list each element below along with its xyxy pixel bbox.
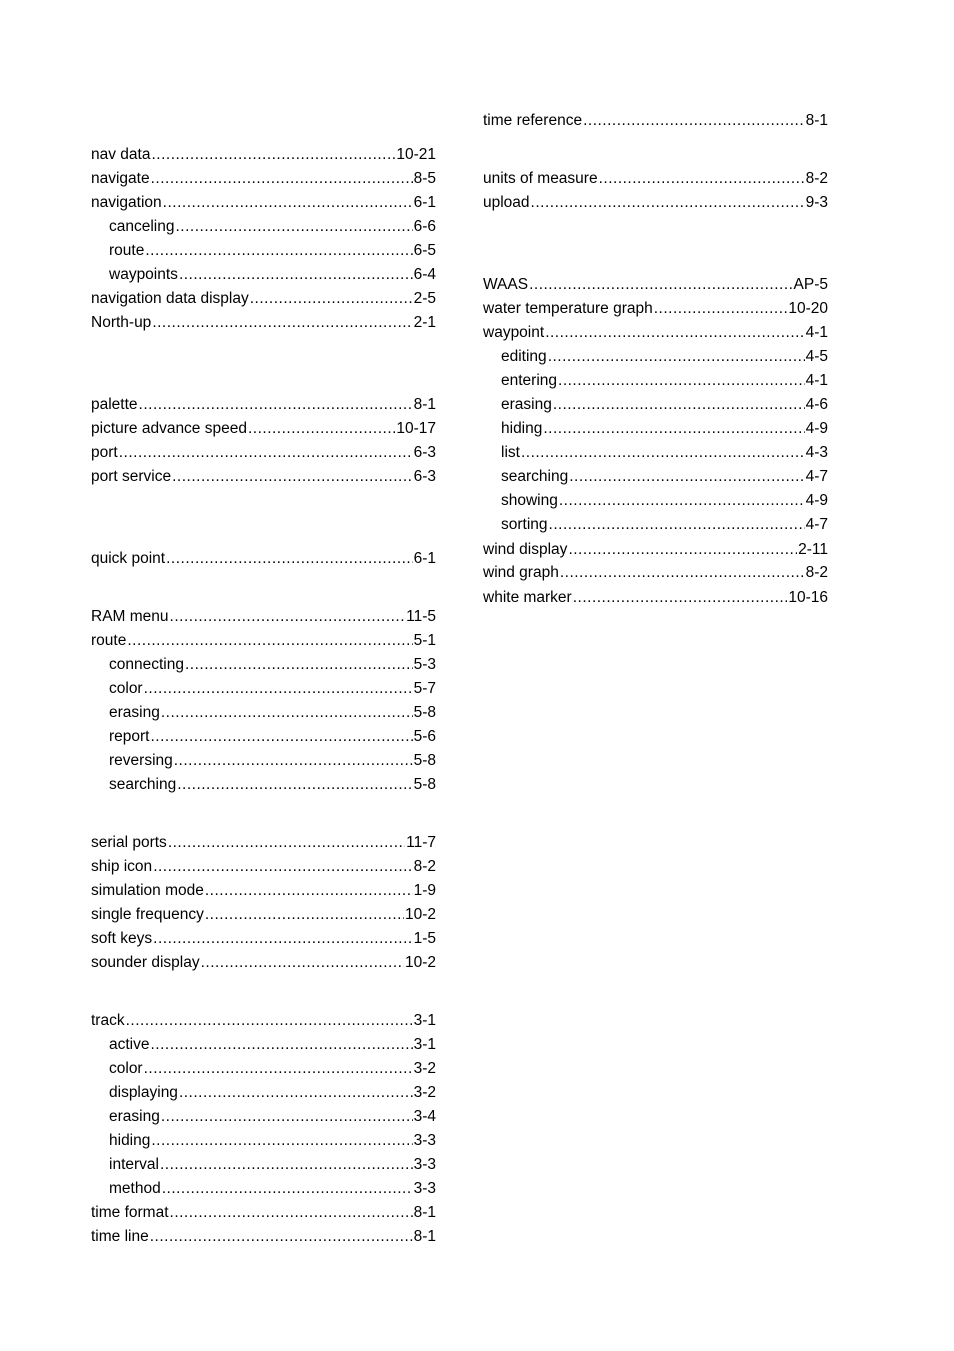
index-term: sorting	[501, 516, 548, 533]
index-page-number: 4-6	[805, 396, 828, 413]
index-subentry	[483, 419, 828, 439]
index-entry	[483, 563, 828, 583]
dot-leader	[162, 1179, 413, 1199]
dot-leader	[529, 275, 792, 295]
dot-leader	[248, 419, 395, 439]
dot-leader	[176, 217, 413, 237]
index-subentry	[483, 515, 828, 535]
index-page-number: 3-3	[413, 1132, 436, 1149]
dot-leader	[150, 1227, 413, 1247]
dot-leader	[152, 313, 412, 333]
index-entry	[483, 540, 828, 560]
index-subentry	[91, 241, 436, 261]
index-entry	[91, 145, 436, 165]
index-entry	[483, 275, 828, 295]
index-entry	[91, 857, 436, 877]
index-page-number: 1-9	[413, 882, 436, 899]
index-page-number: 4-1	[805, 372, 828, 389]
index-entry	[91, 631, 436, 651]
index-page-number: 4-9	[805, 420, 828, 437]
dot-leader	[151, 1131, 412, 1151]
index-page-number: 8-2	[805, 170, 828, 187]
index-subentry	[91, 703, 436, 723]
index-term: navigate	[91, 170, 150, 187]
index-page-number: 3-3	[413, 1156, 436, 1173]
index-page-number: 6-6	[413, 218, 436, 235]
index-term: time reference	[483, 112, 583, 129]
index-term: single frequency	[91, 906, 204, 923]
index-entry	[91, 607, 436, 627]
index-page-number: 10-21	[396, 146, 436, 163]
index-term: route	[109, 242, 145, 259]
index-subentry	[483, 347, 828, 367]
index-entry	[91, 169, 436, 189]
index-page-number: 2-5	[413, 290, 436, 307]
index-term: waypoint	[483, 324, 545, 341]
dot-leader	[205, 881, 413, 901]
index-entry	[91, 193, 436, 213]
index-subentry	[91, 655, 436, 675]
index-term: sounder display	[91, 954, 200, 971]
dot-leader	[179, 265, 413, 285]
index-term: color	[109, 680, 143, 697]
index-subentry	[483, 371, 828, 391]
dot-leader	[569, 467, 804, 487]
dot-leader	[144, 679, 413, 699]
index-term: WAAS	[483, 276, 529, 293]
index-term: reversing	[109, 752, 173, 769]
index-term: port service	[91, 468, 172, 485]
index-entry	[483, 299, 828, 319]
dot-leader	[549, 515, 805, 535]
index-subentry	[483, 443, 828, 463]
index-page-number: 6-3	[413, 468, 436, 485]
index-entry	[91, 905, 436, 925]
dot-leader	[172, 467, 412, 487]
dot-leader	[560, 563, 805, 583]
index-page-number: 5-1	[413, 632, 436, 649]
index-page-number: 5-3	[413, 656, 436, 673]
index-entry	[91, 1011, 436, 1031]
index-term: erasing	[109, 1108, 160, 1125]
dot-leader	[170, 1203, 413, 1223]
index-term: picture advance speed	[91, 420, 247, 437]
index-page-number: 5-8	[413, 776, 436, 793]
index-page-number: 8-1	[413, 1204, 436, 1221]
index-term: simulation mode	[91, 882, 204, 899]
dot-leader	[160, 1155, 413, 1175]
index-page-number: 8-1	[413, 396, 436, 413]
index-term: method	[109, 1180, 161, 1197]
index-page-number: 8-2	[413, 858, 436, 875]
index-page-number: 3-1	[413, 1036, 436, 1053]
index-page-number: 3-2	[413, 1084, 436, 1101]
index-term: wind display	[483, 541, 568, 558]
index-term: track	[91, 1012, 125, 1029]
dot-leader	[151, 1035, 413, 1055]
index-page-number: 2-1	[413, 314, 436, 331]
index-subentry	[91, 775, 436, 795]
dot-leader	[559, 491, 805, 511]
index-entry	[91, 467, 436, 487]
dot-leader	[185, 655, 413, 675]
index-term: displaying	[109, 1084, 178, 1101]
index-page-number: 10-2	[404, 906, 436, 923]
index-page-number: 1-5	[413, 930, 436, 947]
index-term: searching	[501, 468, 569, 485]
index-term: serial ports	[91, 834, 167, 851]
index-entry	[483, 193, 828, 213]
index-term: ship icon	[91, 858, 153, 875]
dot-leader	[583, 111, 805, 131]
dot-leader	[145, 241, 412, 261]
dot-leader	[250, 289, 413, 309]
index-page-number: 2-11	[798, 541, 828, 558]
index-page-number: 5-7	[413, 680, 436, 697]
index-subentry	[91, 217, 436, 237]
index-page-number: AP-5	[793, 276, 828, 293]
dot-leader	[166, 549, 412, 569]
index-entry	[91, 419, 436, 439]
index-term: wind graph	[483, 564, 559, 581]
index-entry	[91, 833, 436, 853]
dot-leader	[599, 169, 805, 189]
index-entry	[483, 588, 828, 608]
index-term: searching	[109, 776, 177, 793]
index-page-number: 3-1	[413, 1012, 436, 1029]
index-term: soft keys	[91, 930, 153, 947]
index-page-number: 6-1	[413, 194, 436, 211]
dot-leader	[201, 953, 404, 973]
index-page-number: 8-2	[805, 564, 828, 581]
dot-leader	[573, 588, 788, 608]
index-term: water temperature graph	[483, 300, 653, 317]
dot-leader	[179, 1083, 413, 1103]
index-entry	[91, 929, 436, 949]
index-term: editing	[501, 348, 547, 365]
index-entry	[483, 323, 828, 343]
dot-leader	[139, 395, 413, 415]
index-page-number: 6-4	[413, 266, 436, 283]
index-subentry	[91, 1179, 436, 1199]
index-entry	[91, 1203, 436, 1223]
dot-leader	[161, 1107, 413, 1127]
index-page-number: 4-5	[805, 348, 828, 365]
index-subentry	[91, 727, 436, 747]
index-page-number: 4-7	[805, 516, 828, 533]
index-subentry	[91, 1155, 436, 1175]
index-term: time line	[91, 1228, 149, 1245]
index-page-number: 11-7	[406, 834, 436, 851]
index-term: color	[109, 1060, 143, 1077]
index-term: showing	[501, 492, 558, 509]
index-term: erasing	[501, 396, 552, 413]
index-term: interval	[109, 1156, 159, 1173]
index-term: hiding	[109, 1132, 151, 1149]
index-page-number: 6-3	[413, 444, 436, 461]
dot-leader	[205, 905, 404, 925]
dot-leader	[553, 395, 805, 415]
dot-leader	[153, 929, 412, 949]
dot-leader	[170, 607, 406, 627]
index-subentry	[483, 467, 828, 487]
index-term: time format	[91, 1204, 169, 1221]
index-page-number: 3-3	[413, 1180, 436, 1197]
index-subentry	[483, 395, 828, 415]
index-entry	[91, 1227, 436, 1247]
index-page-number: 3-2	[413, 1060, 436, 1077]
index-term: palette	[91, 396, 138, 413]
index-subentry	[483, 491, 828, 511]
index-term: entering	[501, 372, 558, 389]
dot-leader	[151, 727, 413, 747]
index-term: list	[501, 444, 520, 461]
index-page-number: 4-7	[805, 468, 828, 485]
dot-leader	[548, 347, 805, 367]
dot-leader	[144, 1059, 413, 1079]
index-entry	[91, 881, 436, 901]
index-page-number: 4-3	[805, 444, 828, 461]
index-subentry	[91, 1131, 436, 1151]
index-page-number: 6-1	[413, 550, 436, 567]
index-subentry	[91, 1107, 436, 1127]
index-page-number: 10-16	[788, 589, 828, 606]
index-entry	[483, 169, 828, 189]
dot-leader	[151, 145, 395, 165]
index-term: erasing	[109, 704, 160, 721]
index-entry	[91, 289, 436, 309]
index-term: navigation	[91, 194, 162, 211]
index-term: nav data	[91, 146, 151, 163]
index-page-number: 10-2	[404, 954, 436, 971]
dot-leader	[177, 775, 412, 795]
dot-leader	[654, 299, 788, 319]
index-page-number: 3-4	[413, 1108, 436, 1125]
index-entry	[91, 313, 436, 333]
dot-leader	[151, 169, 413, 189]
index-entry	[483, 111, 828, 131]
index-term: RAM menu	[91, 608, 169, 625]
index-term: upload	[483, 194, 530, 211]
index-entry	[91, 395, 436, 415]
dot-leader	[126, 1011, 413, 1031]
index-subentry	[91, 1083, 436, 1103]
index-page-number: 11-5	[406, 608, 436, 625]
index-page-number: 10-20	[788, 300, 828, 317]
index-term: canceling	[109, 218, 175, 235]
dot-leader	[531, 193, 805, 213]
index-entry	[91, 443, 436, 463]
dot-leader	[127, 631, 412, 651]
dot-leader	[163, 193, 413, 213]
index-page-number: 5-8	[413, 752, 436, 769]
index-term: hiding	[501, 420, 543, 437]
index-page-number: 5-6	[413, 728, 436, 745]
dot-leader	[558, 371, 805, 391]
index-page-number: 6-5	[413, 242, 436, 259]
index-term: report	[109, 728, 150, 745]
dot-leader	[174, 751, 413, 771]
index-term: North-up	[91, 314, 152, 331]
index-subentry	[91, 1059, 436, 1079]
index-term: route	[91, 632, 127, 649]
index-term: port	[91, 444, 118, 461]
index-page-number: 4-1	[805, 324, 828, 341]
index-term: active	[109, 1036, 150, 1053]
index-entry	[91, 953, 436, 973]
dot-leader	[153, 857, 412, 877]
index-page-number: 10-17	[396, 420, 436, 437]
dot-leader	[545, 323, 804, 343]
dot-leader	[568, 540, 797, 560]
index-subentry	[91, 751, 436, 771]
dot-leader	[119, 443, 413, 463]
index-page-number: 8-1	[413, 1228, 436, 1245]
index-page-number: 9-3	[805, 194, 828, 211]
dot-leader	[168, 833, 405, 853]
dot-leader	[521, 443, 805, 463]
index-page-number: 5-8	[413, 704, 436, 721]
index-term: waypoints	[109, 266, 178, 283]
index-term: quick point	[91, 550, 166, 567]
index-term: units of measure	[483, 170, 598, 187]
index-page-number: 8-5	[413, 170, 436, 187]
index-page-number: 4-9	[805, 492, 828, 509]
index-subentry	[91, 679, 436, 699]
index-term: white marker	[483, 589, 572, 606]
index-term: connecting	[109, 656, 184, 673]
index-entry	[91, 549, 436, 569]
index-subentry	[91, 265, 436, 285]
index-page-number: 8-1	[805, 112, 828, 129]
dot-leader	[161, 703, 413, 723]
dot-leader	[543, 419, 804, 439]
index-subentry	[91, 1035, 436, 1055]
index-term: navigation data display	[91, 290, 249, 307]
